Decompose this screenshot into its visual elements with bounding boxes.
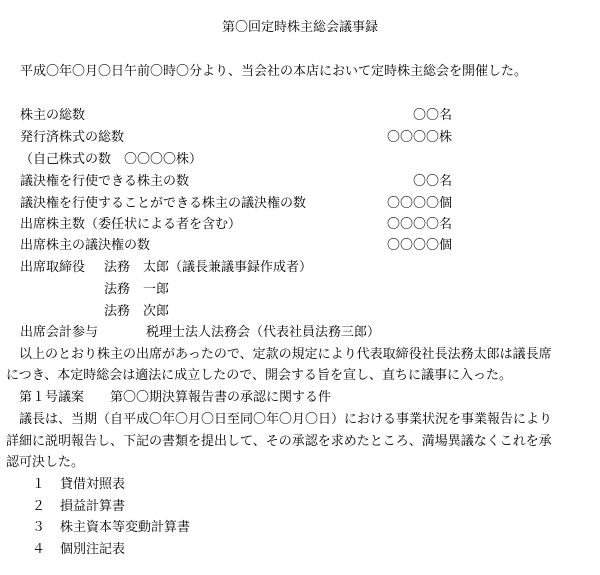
director-name: 法務 太郎（議長兼議事録作成者）: [104, 260, 313, 275]
document-number: ４: [32, 542, 46, 557]
document-item: 個別注記表: [60, 542, 126, 557]
document-item: 貸借対照表: [60, 477, 126, 492]
agenda-body-line: 議長は、当期（自平成〇年〇月〇日至同〇年〇月〇日）における事業状況を事業報告により: [6, 412, 553, 427]
stat-label: 出席株主数（委任状による者を含む）: [20, 217, 242, 232]
document-number: ２: [32, 499, 46, 514]
stat-label: 株主の総数: [20, 108, 86, 123]
director-name: 法務 一郎: [104, 282, 170, 297]
stat-value: 〇〇名: [412, 108, 452, 123]
director-name: 法務 次郎: [104, 304, 170, 319]
stat-label: （自己株式の数 〇〇〇〇株）: [20, 152, 203, 167]
document-title: 第〇回定時株主総会議事録: [221, 20, 378, 35]
agenda-body-line: 詳細に説明報告し、下記の書類を提出して、その承認を求めたところ、満場異議なくこれを承: [6, 434, 552, 449]
document-number: ３: [32, 520, 46, 535]
opening-statement: 平成〇年〇月〇日午前〇時〇分より、当会社の本店において定時株主総会を開催した。: [20, 64, 528, 79]
stat-value: 〇〇〇〇個: [386, 196, 452, 211]
accountant-value: 税理士法人法務会（代表社員法務三郎）: [146, 325, 381, 340]
stat-label: 議決権を行使することができる株主の議決権の数: [20, 196, 307, 211]
stat-label: 発行済株式の総数: [20, 130, 125, 145]
agenda-heading: 第１号議案 第〇〇期決算報告書の承認に関する件: [6, 390, 332, 405]
stat-value: 〇〇〇〇株: [386, 130, 452, 145]
quorum-line: につき、本定時総会は適法に成立したので、開会する旨を宣し、直ちに議事に入った。: [6, 368, 512, 383]
stat-value: 〇〇〇〇個: [386, 238, 452, 253]
stat-value: 〇〇名: [412, 174, 452, 189]
stat-value: 〇〇〇〇名: [386, 217, 452, 232]
stat-label: 出席株主の議決権の数: [20, 238, 151, 253]
agenda-body-line: 認可決した。: [6, 455, 85, 470]
document-item: 株主資本等変動計算書: [60, 520, 191, 535]
quorum-line: 以上のとおり株主の出席があったので、定款の規定により代表取締役社長法務太郎は議長席: [6, 347, 552, 362]
document-item: 損益計算書: [60, 499, 126, 514]
stat-label: 議決権を行使できる株主の数: [20, 174, 190, 189]
accountant-label: 出席会計参与: [20, 325, 99, 340]
document-number: １: [32, 477, 46, 492]
directors-label: 出席取締役: [20, 260, 86, 275]
